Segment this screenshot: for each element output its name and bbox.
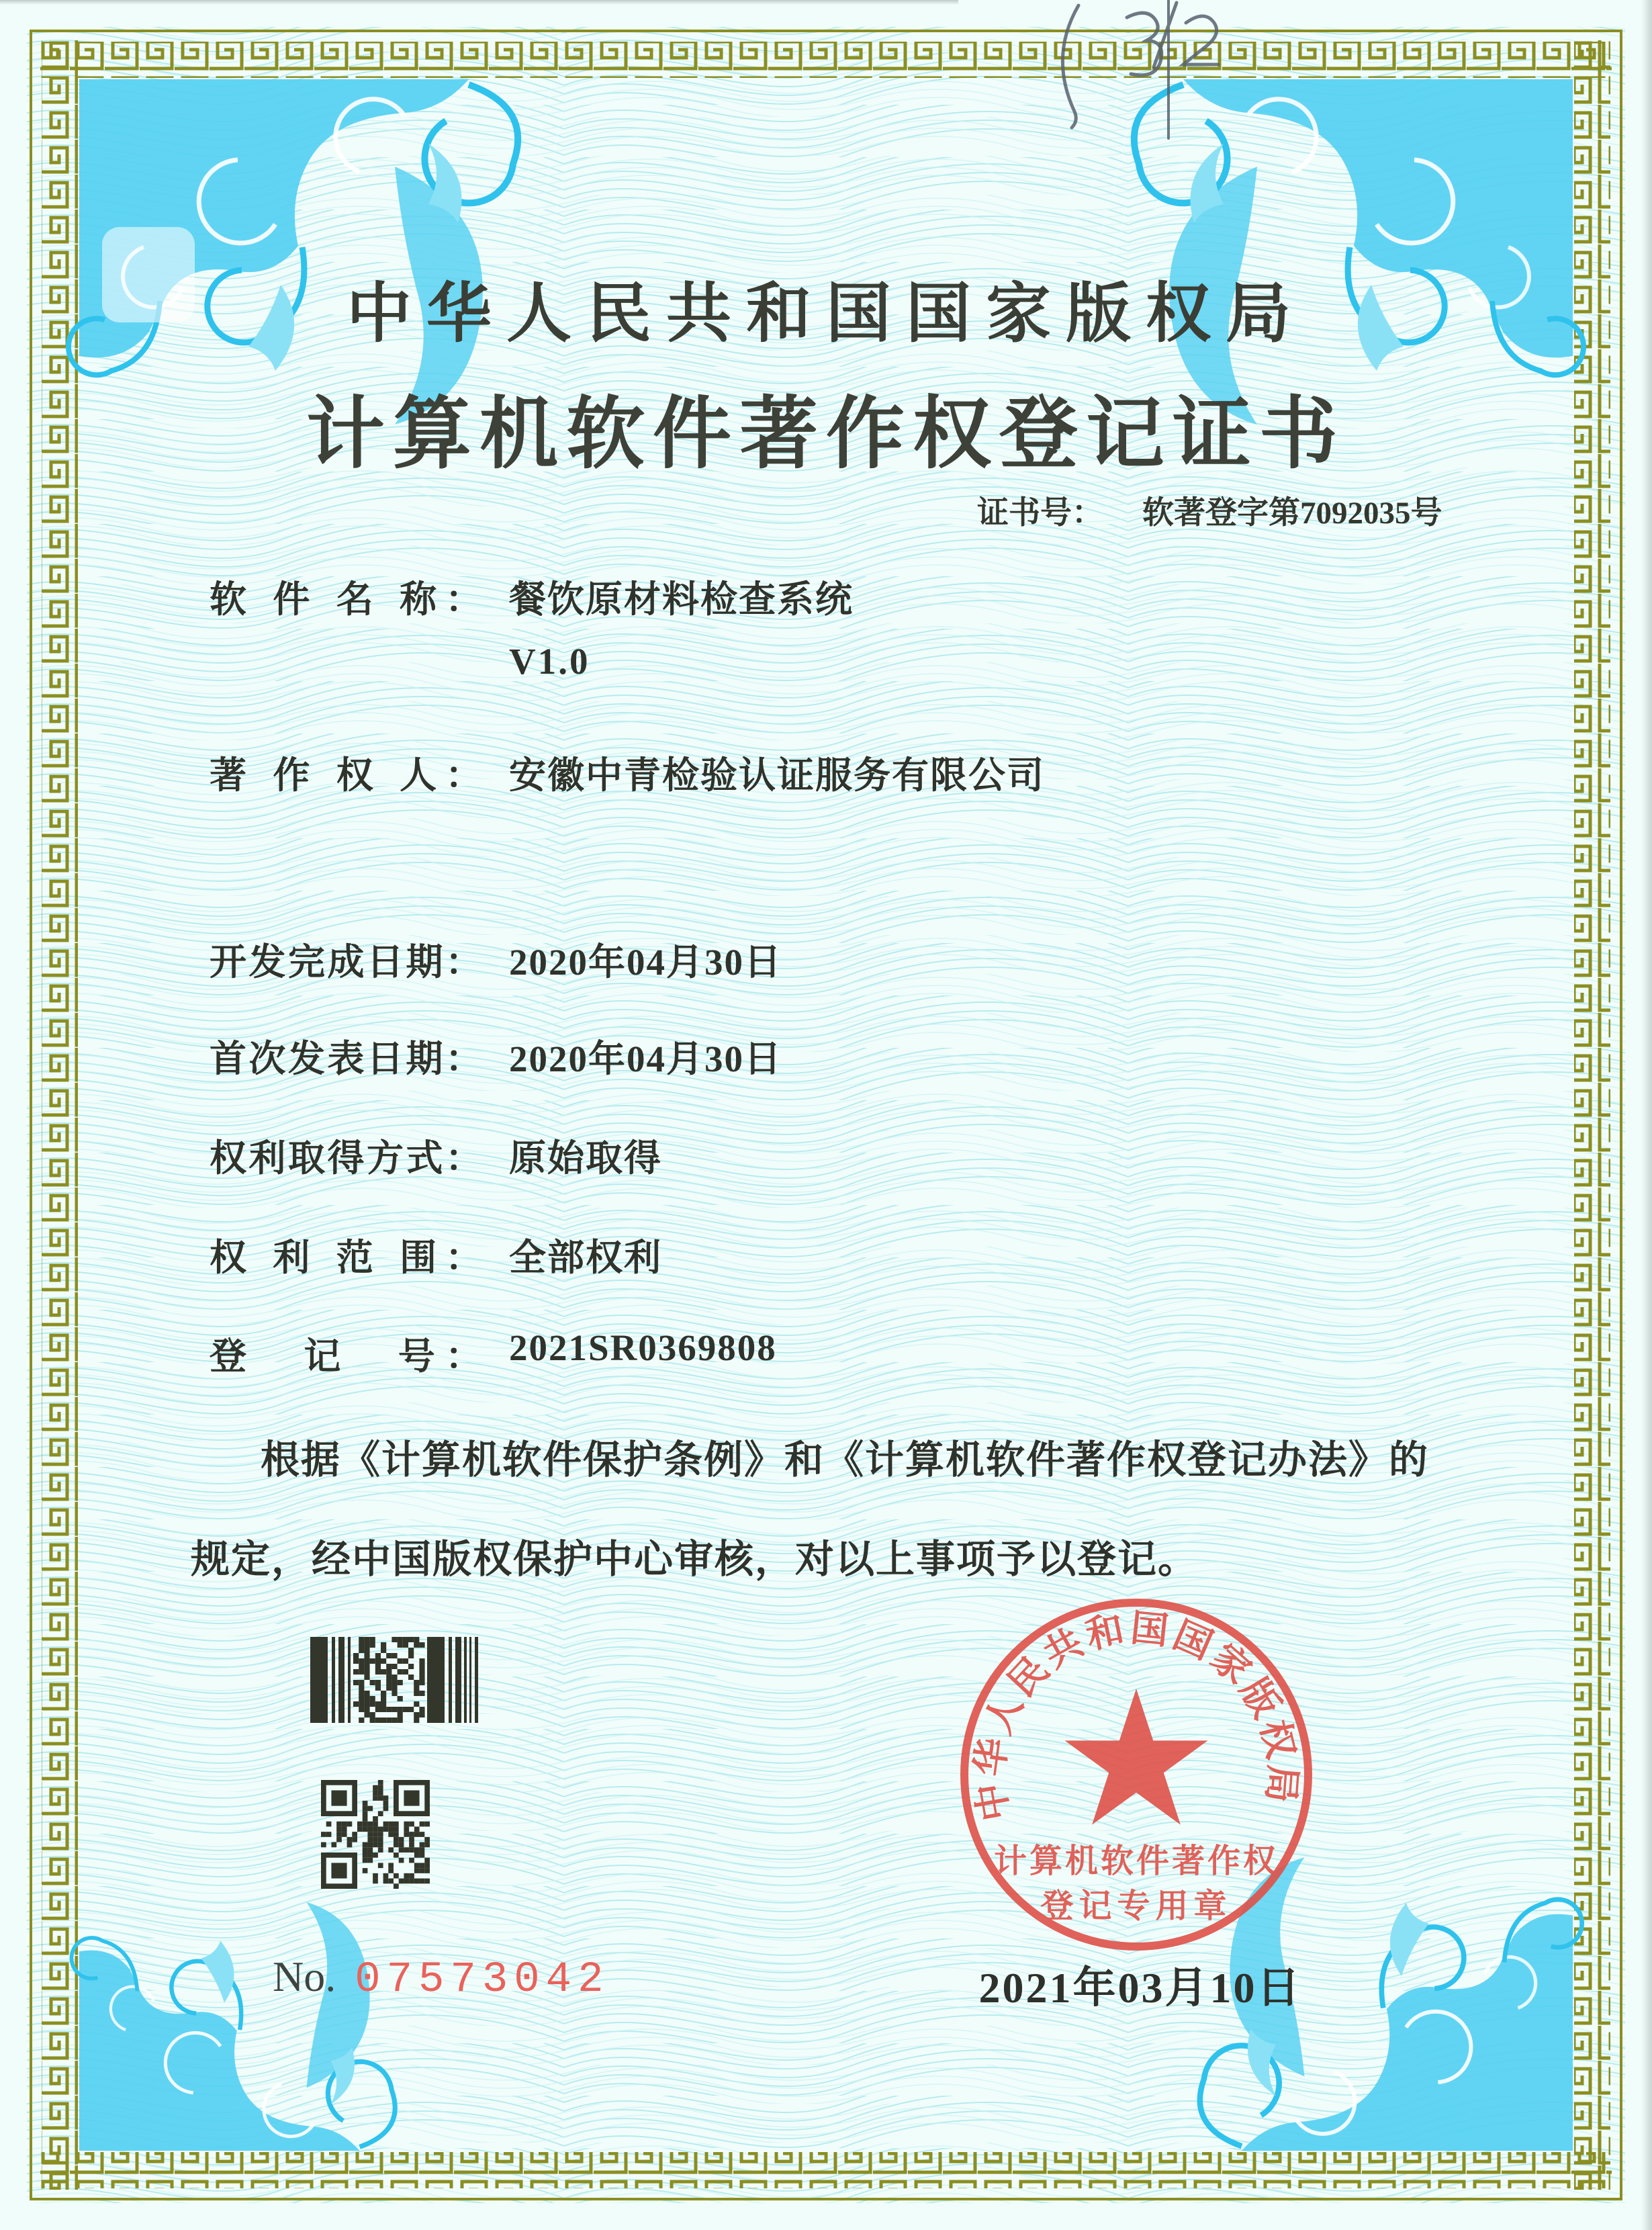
body-paragraph-line2: 规定，经中国版权保护中心审核，对以上事项予以登记。 bbox=[191, 1537, 1199, 1581]
field-label-copyright-owner: 著 作 权 人： bbox=[210, 755, 482, 796]
field-value-rights-scope: 全部权利 bbox=[509, 1237, 663, 1278]
seal-ring-text: 中华人民共和国国家版权局 bbox=[969, 1607, 1303, 1824]
official-seal bbox=[948, 1587, 1324, 1963]
field-value-first-publish-date: 2020年04月30日 bbox=[509, 1038, 783, 1079]
scan-edge-shadow-top bbox=[0, 0, 958, 5]
qr-code bbox=[321, 1780, 430, 1889]
field-label-registration-number: 登 记 号： bbox=[210, 1336, 482, 1377]
serial-label: No. bbox=[273, 1953, 336, 2000]
barcode bbox=[310, 1637, 478, 1723]
field-label-software-name: 软 件 名 称： bbox=[210, 579, 482, 620]
body-paragraph-line1: 根据《计算机软件保护条例》和《计算机软件著作权登记办法》的 bbox=[261, 1438, 1430, 1482]
field-label-dev-complete-date: 开发完成日期： bbox=[210, 942, 482, 983]
field-label-first-publish-date: 首次发表日期： bbox=[210, 1038, 482, 1079]
field-value-dev-complete-date: 2020年04月30日 bbox=[509, 942, 783, 983]
border-greek-key-top bbox=[40, 42, 1612, 78]
field-value-registration-number: 2021SR0369808 bbox=[509, 1327, 777, 1368]
field-value-copyright-owner: 安徽中青检验认证服务有限公司 bbox=[509, 755, 1046, 796]
issue-date: 2021年03月10日 bbox=[978, 1964, 1302, 2012]
border-greek-key-bottom bbox=[40, 2152, 1612, 2188]
field-value-software-name bbox=[509, 570, 854, 682]
serial-number: 07573042 bbox=[355, 1956, 610, 2004]
certificate-title: 计算机软件著作权登记证书 bbox=[306, 392, 1346, 478]
field-value-rights-acquisition: 原始取得 bbox=[509, 1138, 663, 1179]
field-label-rights-acquisition: 权利取得方式： bbox=[210, 1138, 482, 1179]
seal-star-icon bbox=[1065, 1689, 1208, 1825]
certificate-number-value: 软著登字第7092035号 bbox=[1142, 496, 1442, 531]
field-label-rights-scope: 权 利 范 围： bbox=[210, 1237, 482, 1278]
authority-title: 中华人民共和国国家版权局 bbox=[347, 278, 1305, 350]
certificate-number-label: 证书号： bbox=[977, 496, 1103, 531]
seal-text-line2: 登记专用章 bbox=[1040, 1887, 1232, 1924]
serial-line bbox=[273, 1952, 609, 2004]
software-version: V1.0 bbox=[509, 641, 590, 682]
seal-text-line1: 计算机软件著作权 bbox=[993, 1842, 1279, 1879]
scan-edge-shadow-right bbox=[1641, 0, 1652, 2230]
certificate-number-line bbox=[977, 488, 1442, 533]
software-name: 餐饮原材料检查系统 bbox=[509, 579, 854, 620]
